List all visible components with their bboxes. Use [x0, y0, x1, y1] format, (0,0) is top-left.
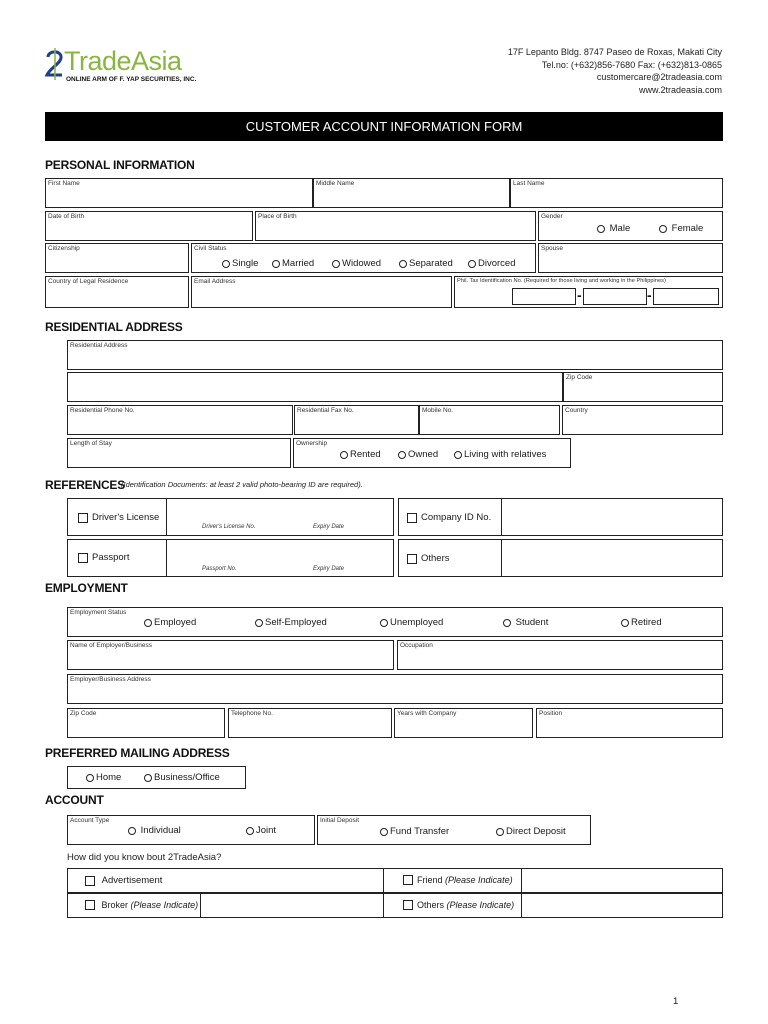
middle-name-field[interactable]: Middle Name: [313, 178, 510, 208]
spouse-field[interactable]: Spouse: [538, 243, 723, 273]
section-employment: EMPLOYMENT: [45, 581, 128, 595]
radio-icon: [144, 774, 152, 782]
employment-zip-field[interactable]: Zip Code: [67, 708, 225, 738]
company-contact: [508, 46, 722, 96]
residential-address-line2-field[interactable]: [67, 372, 563, 402]
passport-checkbox[interactable]: Passport: [78, 552, 130, 563]
form-title-bar: [45, 112, 723, 141]
tin-separator: -: [647, 287, 652, 303]
others-source-cell: [383, 893, 522, 918]
mailing-business-radio[interactable]: Business/Office: [144, 772, 220, 783]
residential-address-field[interactable]: Residential Address: [67, 340, 723, 370]
radio-icon: [454, 451, 462, 459]
employment-self-employed-radio[interactable]: Self-Employed: [255, 617, 327, 628]
radio-icon: [496, 828, 504, 836]
friend-cell: [383, 868, 522, 893]
employment-status-field: Employment Status Employed Self-Employed Unemployed Student Retired: [67, 607, 723, 637]
residential-country-field[interactable]: Country: [562, 405, 723, 435]
section-references: REFERENCES: [45, 478, 126, 492]
account-individual-radio[interactable]: Individual: [128, 825, 181, 836]
logo-text: TradeAsia: [64, 46, 182, 76]
company-email[interactable]: customercare@2tradeasia.com: [596, 72, 722, 82]
company-id-checkbox[interactable]: Company ID No.: [407, 512, 491, 523]
section-residential: RESIDENTIAL ADDRESS: [45, 320, 183, 334]
mailing-options-field: [67, 766, 246, 789]
last-name-field[interactable]: Last Name: [510, 178, 723, 208]
citizenship-field[interactable]: Citizenship: [45, 243, 189, 273]
checkbox-icon: [403, 900, 413, 910]
radio-icon: [86, 774, 94, 782]
gender-female-radio[interactable]: Female: [659, 223, 703, 234]
checkbox-icon: [407, 513, 417, 523]
others-source-detail-field[interactable]: [521, 893, 723, 918]
checkbox-icon: [85, 876, 95, 886]
radio-icon: [255, 619, 263, 627]
employer-name-field[interactable]: Name of Employer/Business: [67, 640, 394, 670]
checkbox-icon: [403, 875, 413, 885]
length-of-stay-field[interactable]: Length of Stay: [67, 438, 291, 468]
checkbox-icon: [85, 900, 95, 910]
section-personal: PERSONAL INFORMATION: [45, 158, 195, 172]
civil-status-field: Civil Status Single Married Widowed Separated Divorced: [191, 243, 536, 273]
employer-address-field[interactable]: Employer/Business Address: [67, 674, 723, 704]
page-number: 1: [673, 996, 679, 1007]
radio-icon: [621, 619, 629, 627]
years-with-company-field[interactable]: Years with Company: [394, 708, 533, 738]
radio-icon: [503, 619, 511, 627]
employment-employed-radio[interactable]: Employed: [144, 617, 196, 628]
dob-field[interactable]: Date of Birth: [45, 211, 253, 241]
section-account: ACCOUNT: [45, 793, 104, 807]
deposit-fund-transfer-radio[interactable]: Fund Transfer: [380, 826, 449, 837]
tin-field: Phil. Tax Identification No. (Required for those living and working in the Philippines) - -: [454, 276, 723, 308]
company-website[interactable]: www.2tradeasia.com: [638, 84, 722, 95]
others-source-checkbox[interactable]: Others (Please Indicate): [403, 900, 514, 910]
others-detail-field[interactable]: [501, 539, 723, 577]
form-title: CUSTOMER ACCOUNT INFORMATION FORM: [245, 119, 523, 134]
radio-icon: [597, 225, 605, 233]
civil-married-radio[interactable]: Married: [272, 258, 314, 269]
section-mailing: PREFERRED MAILING ADDRESS: [45, 746, 230, 760]
gender-field: Gender Male Female: [538, 211, 723, 241]
radio-icon: [468, 260, 476, 268]
ownership-field: Ownership Rented Owned Living with relatives: [293, 438, 571, 468]
radio-icon: [380, 619, 388, 627]
company-id-cell: [398, 498, 502, 536]
broker-checkbox[interactable]: Broker (Please Indicate): [85, 900, 198, 910]
initial-deposit-field: Initial Deposit Fund Transfer Direct Deposit: [317, 815, 591, 845]
radio-icon: [332, 260, 340, 268]
others-checkbox[interactable]: Others: [407, 553, 450, 564]
employment-retired-radio[interactable]: Retired: [621, 617, 662, 628]
company-address: 17F Lepanto Bldg. 8747 Paseo de Roxas, Makati City: [507, 47, 722, 57]
radio-icon: [399, 260, 407, 268]
company-phone: Tel.no: (+632)856-7680 Fax: (+632)813-0865: [541, 59, 722, 70]
checkbox-icon: [407, 554, 417, 564]
references-note: (Identification Documents: at least 2 valid photo-bearing ID are required).: [121, 480, 363, 489]
account-type-field: Account Type Individual Joint: [67, 815, 315, 845]
radio-icon: [380, 828, 388, 836]
friend-detail-field[interactable]: [521, 868, 723, 893]
residential-phone-field[interactable]: Residential Phone No.: [67, 405, 293, 435]
radio-icon: [144, 619, 152, 627]
tin-part-2-input[interactable]: [583, 288, 647, 305]
position-field[interactable]: Position: [536, 708, 723, 738]
civil-separated-radio[interactable]: Separated: [399, 258, 453, 269]
logo-tagline: ONLINE ARM OF F. YAP SECURITIES, INC.: [66, 76, 197, 83]
radio-icon: [272, 260, 280, 268]
mailing-home-radio[interactable]: Home: [86, 772, 121, 783]
ownership-rented-radio[interactable]: Rented: [340, 449, 381, 460]
civil-widowed-radio[interactable]: Widowed: [332, 258, 381, 269]
advertisement-checkbox[interactable]: Advertisement: [85, 875, 162, 886]
employment-telephone-field[interactable]: Telephone No.: [228, 708, 392, 738]
broker-detail-field[interactable]: [200, 893, 384, 918]
others-cell: [398, 539, 502, 577]
country-residence-field[interactable]: Country of Legal Residence: [45, 276, 189, 308]
employment-student-radio[interactable]: Student: [503, 617, 548, 628]
radio-icon: [340, 451, 348, 459]
radio-icon: [222, 260, 230, 268]
radio-icon: [398, 451, 406, 459]
company-logo: [44, 46, 224, 86]
deposit-direct-radio[interactable]: Direct Deposit: [496, 826, 566, 837]
passport-cell: [67, 539, 167, 577]
drivers-license-cell: [67, 498, 167, 536]
drivers-license-detail-field[interactable]: Driver's License No. Expiry Date: [166, 498, 394, 536]
checkbox-icon: [78, 553, 88, 563]
civil-single-radio[interactable]: Single: [222, 258, 258, 269]
email-field[interactable]: Email Address: [191, 276, 452, 308]
gender-male-radio[interactable]: Male: [597, 223, 630, 234]
checkbox-icon: [78, 513, 88, 523]
drivers-license-checkbox[interactable]: Driver's License: [78, 512, 159, 523]
broker-cell: [67, 893, 201, 918]
company-id-detail-field[interactable]: [501, 498, 723, 536]
employment-unemployed-radio[interactable]: Unemployed: [380, 617, 443, 628]
radio-icon: [246, 827, 254, 835]
friend-checkbox[interactable]: Friend (Please Indicate): [403, 875, 513, 885]
referral-question: How did you know bout 2TradeAsia?: [67, 852, 222, 863]
passport-detail-field[interactable]: Passport No. Expiry Date: [166, 539, 394, 577]
ownership-owned-radio[interactable]: Owned: [398, 449, 438, 460]
first-name-field[interactable]: First Name: [45, 178, 313, 208]
occupation-field[interactable]: Occupation: [397, 640, 723, 670]
account-joint-radio[interactable]: Joint: [246, 825, 276, 836]
residential-fax-field[interactable]: Residential Fax No.: [294, 405, 419, 435]
civil-divorced-radio[interactable]: Divorced: [468, 258, 516, 269]
radio-icon: [128, 827, 136, 835]
tin-separator: -: [577, 287, 582, 303]
mobile-field[interactable]: Mobile No.: [419, 405, 560, 435]
tin-part-3-input[interactable]: [653, 288, 719, 305]
place-of-birth-field[interactable]: Place of Birth: [255, 211, 536, 241]
ownership-relatives-radio[interactable]: Living with relatives: [454, 449, 546, 460]
tin-part-1-input[interactable]: [512, 288, 576, 305]
residential-zip-field[interactable]: Zip Code: [563, 372, 723, 402]
advertisement-cell: [67, 868, 384, 893]
radio-icon: [659, 225, 667, 233]
